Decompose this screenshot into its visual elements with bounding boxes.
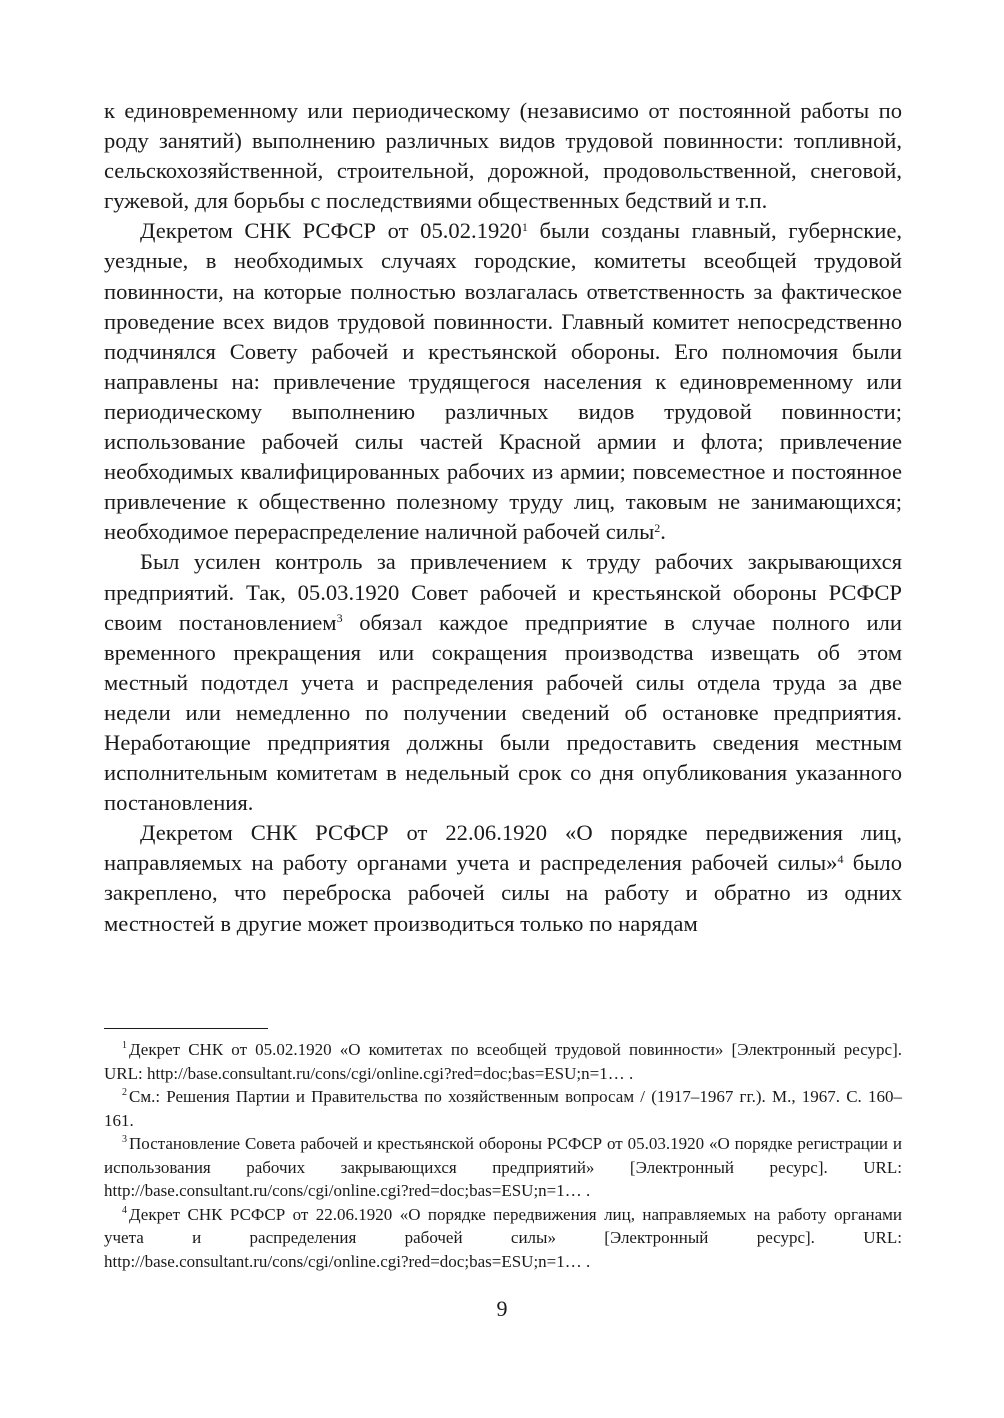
paragraph-3-text-b: обязал каждое предприятие в случае полного или временного прекращения или сокращения производства извещать об этом местный подотдел учета и распределения рабочей силы отдела труда за две недели или немедленно по получении сведений об остановке предприятия. Неработающие предприятия должны были предоставить сведения местным исполнительным комитетам в недельный срок со дня опубликования указанного постановления. [104,609,902,816]
footnote-1-number: 1 [122,1040,127,1052]
paragraph-2-text-c: . [660,519,666,545]
footnote-2 [104,1085,902,1132]
footnote-4-number: 4 [122,1204,127,1216]
footnote-2-number: 2 [122,1087,127,1099]
footnote-1 [104,1038,902,1085]
footnote-1-text: Декрет СНК от 05.02.1920 «О комитетах по всеобщей трудовой повинности» [Электронный ресурс]. URL: http://base.consultant.ru/cons/cgi/online.cgi?red=doc;bas=ESU;n=1… . [104,1040,902,1083]
footnote-ref-3[interactable]: 3 [336,611,343,626]
footnote-2-text: См.: Решения Партии и Правительства по хозяйственным вопросам / (1917–1967 гг.). М., 1967. С. 160–161. [104,1087,902,1130]
footnote-3-number: 3 [122,1134,127,1146]
footnote-4-text: Декрет СНК РСФСР от 22.06.1920 «О порядке передвижения лиц, направляемых на работу органами учета и распределения рабочей силы» [Электронный ресурс]. URL: http://base.consultant.ru/cons/cgi/online.cgi?red=doc;bas=ESU;n=1… . [104,1204,902,1271]
footnote-ref-2[interactable]: 2 [654,520,661,535]
footnote-3 [104,1132,902,1203]
paragraph-3 [104,547,902,818]
paragraph-4-text-b: было закреплено, что переброска рабочей силы на работу и обратно из одних местностей в другие может производиться только по нарядам [104,850,902,936]
footnote-ref-1[interactable]: 1 [521,219,528,234]
footnotes [104,1038,902,1273]
paragraph-2-text-a: Декретом СНК РСФСР от 05.02.1920 [140,218,522,244]
paragraph-2 [104,216,902,547]
paragraph-3-text-a: Был усилен контроль за привлечением к труду рабочих закрывающихся предприятий. Так, 05.03.1920 Совет рабочей и крестьянской обороны РСФСР своим постановлением [104,549,902,635]
paragraph-1-text: к единовременному или периодическому (независимо от постоянной работы по роду занятий) выполнению различных видов трудовой повинности: топливной, сельскохозяйственной, строительной, дорожной, продовольственной, снеговой, гужевой, для борьбы с последствиями общественных бедствий и т.п. [104,98,902,214]
paragraph-2-text-b: были созданы главный, губернские, уездные, в необходимых случаях городские, комитеты всеобщей трудовой повинности, на которые полностью возлагалась ответственность за фактическое проведение всех видов трудовой повинности. Главный комитет непосредственно подчинялся Совету рабочей и крестьянской обороны. Его полномочия были направлены на: привлечение трудящегося населения к единовременному или периодическому выполнению различных видов трудовой повинности; использование рабочей силы частей Красной армии и флота; привлечение необходимых квалифицированных рабочих из армии; повсеместное и постоянное привлечение к общественно полезному труду лиц, таковым не занимающихся; необходимое перераспределение наличной рабочей силы [104,218,902,545]
paragraph-4-text-a: Декретом СНК РСФСР от 22.06.1920 «О порядке передвижения лиц, направляемых на работу органами учета и распределения рабочей силы» [104,820,902,876]
paragraph-1 [104,96,902,216]
page-number: 9 [496,1296,508,1321]
main-text [104,96,902,939]
paragraph-4 [104,818,902,938]
footnote-4 [104,1203,902,1274]
footnote-divider [104,1028,268,1029]
footnote-ref-4[interactable]: 4 [837,851,844,866]
footnote-3-text: Постановление Совета рабочей и крестьянской обороны РСФСР от 05.03.1920 «О порядке регистрации и использования рабочих закрывающихся предприятий» [Электронный ресурс]. URL: http://base.consultant.ru/cons/cgi/online.cgi?red=doc;bas=ESU;n=1… . [104,1134,902,1200]
